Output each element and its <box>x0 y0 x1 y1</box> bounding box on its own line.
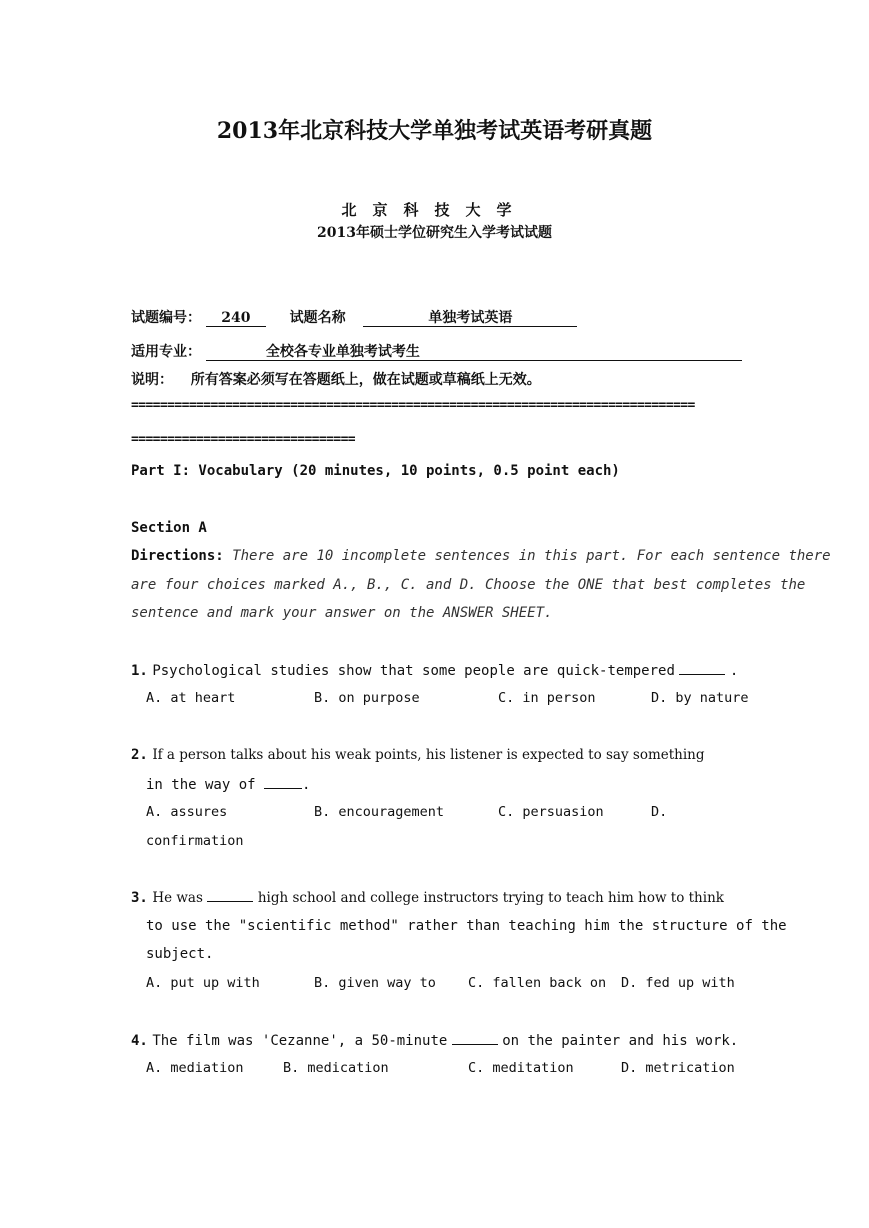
question-number: 1. <box>131 663 148 679</box>
option-d-text: confirmation <box>146 833 244 849</box>
instruction-note <box>131 369 541 389</box>
question-text: Psychological studies show that some people are quick-tempered <box>152 663 675 679</box>
option-b: B. medication <box>283 1060 389 1076</box>
exam-code-label: 试题编号： <box>131 310 201 326</box>
question-3-line-3: subject. <box>146 946 214 962</box>
major-value: 全校各专业单独考试考生 <box>206 344 742 361</box>
option-b: B. given way to <box>314 975 436 991</box>
answer-blank <box>679 662 725 675</box>
question-number: 3. <box>131 890 148 906</box>
option-a: A. assures <box>146 804 228 820</box>
option-d: D. fed up with <box>621 975 735 991</box>
directions-text-1: There are 10 incomplete sentences in this part. For each sentence there <box>232 548 831 564</box>
question-2-line-2: in the way of . <box>146 777 311 793</box>
answer-blank <box>264 776 302 789</box>
option-a: A. put up with <box>146 975 260 991</box>
option-a: A. mediation <box>146 1060 244 1076</box>
note-text: 所有答案必须写在答题纸上，做在试题或草稿纸上无效。 <box>190 372 541 388</box>
option-b: B. encouragement <box>314 804 445 820</box>
option-b: B. on purpose <box>314 690 420 706</box>
option-c: C. meditation <box>468 1060 574 1076</box>
separator-rule-2: =============================== <box>131 432 356 447</box>
major-label: 适用专业： <box>131 344 201 360</box>
question-2 <box>131 747 705 763</box>
directions-line-1 <box>131 548 831 564</box>
option-d: D. metrication <box>621 1060 735 1076</box>
note-label: 说明： <box>131 372 173 388</box>
section-heading: Section A <box>131 520 207 536</box>
question-4: 4. The film was 'Cezanne', a 50-minute on the painter and his work. <box>131 1033 739 1049</box>
option-d: D. by nature <box>651 690 749 706</box>
question-1: 1. Psychological studies show that some people are quick-tempered . <box>131 663 739 679</box>
exam-code-row <box>131 307 577 327</box>
question-number: 4. <box>131 1033 148 1049</box>
option-c: C. in person <box>498 690 596 706</box>
separator-rule-1: ============================================================================== <box>131 398 695 413</box>
directions-line-3: sentence and mark your answer on the ANSWER SHEET. <box>131 605 553 621</box>
part-heading: Part I: Vocabulary (20 minutes, 10 points, 0.5 point each) <box>131 463 620 479</box>
exam-name-value: 单独考试英语 <box>363 310 577 327</box>
question-3-line-2: to use the "scientific method" rather than teaching him the structure of the <box>146 918 787 934</box>
directions-label: Directions: <box>131 548 224 564</box>
exam-subtitle: 2013年硕士学位研究生入学考试试题 <box>317 225 552 241</box>
question-text: If a person talks about his weak points, his listener is expected to say something <box>152 747 705 763</box>
option-d: D. <box>651 804 668 820</box>
exam-code-value: 240 <box>206 310 266 327</box>
directions-line-2: are four choices marked A., B., C. and D. Choose the ONE that best completes the <box>131 577 806 593</box>
major-row <box>131 341 742 361</box>
option-c: C. persuasion <box>498 804 604 820</box>
question-number: 2. <box>131 747 148 763</box>
option-a: A. at heart <box>146 690 236 706</box>
option-c: C. fallen back on <box>468 975 607 991</box>
document-title: 2013年北京科技大学单独考试英语考研真题 <box>216 118 653 144</box>
question-3: 3. He was high school and college instructors trying to teach him how to think <box>131 890 724 906</box>
exam-name-label: 试题名称 <box>289 310 346 326</box>
answer-blank <box>452 1032 498 1045</box>
school-name: 北京科技大学 <box>341 201 528 219</box>
answer-blank <box>207 889 253 902</box>
